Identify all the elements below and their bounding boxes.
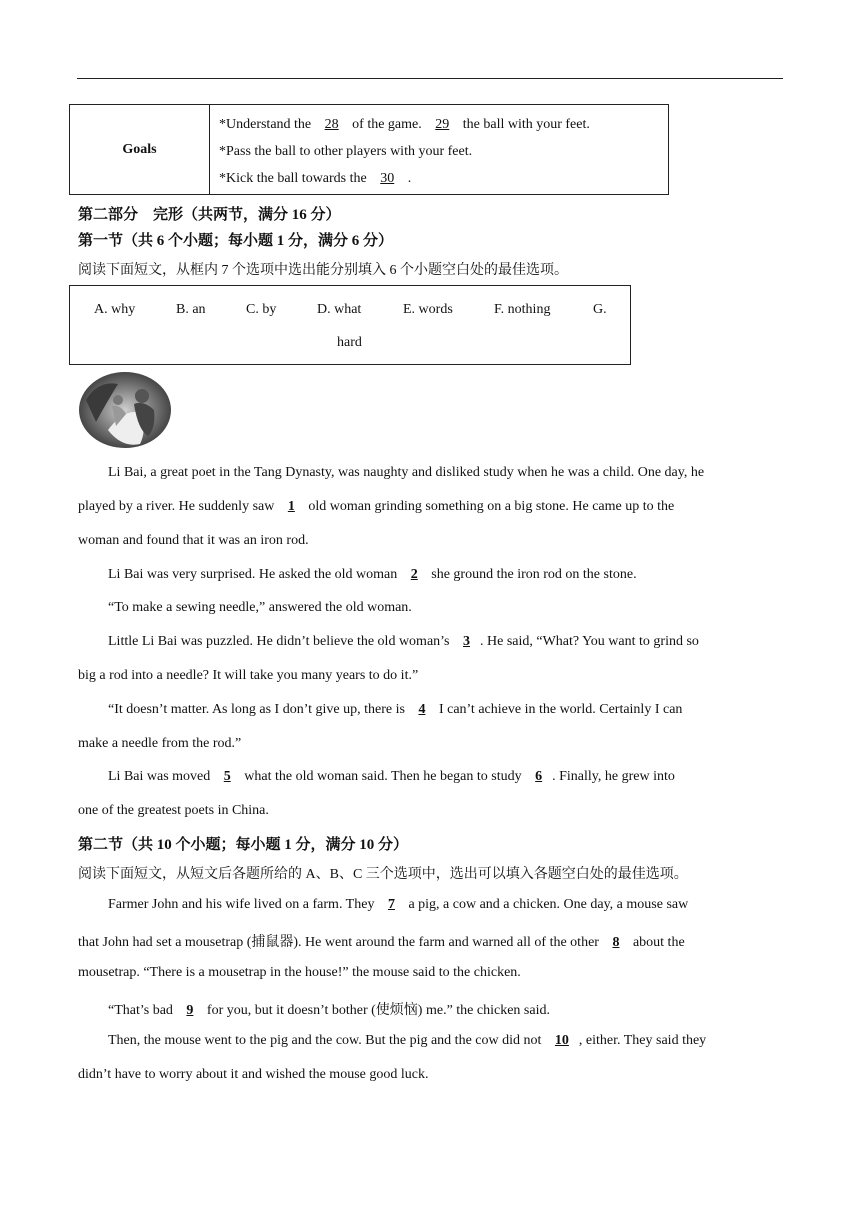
blank-30: 30 <box>380 171 395 186</box>
text: . He said, “What? You want to grind so <box>480 634 699 649</box>
text: Li Bai was moved <box>108 769 211 784</box>
goals-line-1 <box>219 117 590 133</box>
blank-6: 6 <box>535 769 543 784</box>
text: “That’s bad <box>108 1003 173 1018</box>
text: Then, the mouse went to the pig and the cow. But the pig and the cow did not <box>108 1033 542 1048</box>
li-bai-illustration <box>78 370 172 450</box>
passage2-line: mousetrap. “There is a mousetrap in the house!” the mouse said to the chicken. <box>78 965 521 980</box>
blank-4: 4 <box>418 702 426 717</box>
blank-29: 29 <box>435 117 450 132</box>
goals-line-2: *Pass the ball to other players with your feet. <box>219 144 473 159</box>
text: about the <box>632 935 685 950</box>
text: Li Bai was very surprised. He asked the old woman <box>108 567 398 582</box>
goals-text: *Kick the ball towards the <box>219 171 367 186</box>
option-c: C. by <box>246 302 277 317</box>
text: “It doesn’t matter. As long as I don’t give up, there is <box>108 702 405 717</box>
passage1-line: Li Bai, a great poet in the Tang Dynasty, was naughty and disliked study when he was a child. One day, he <box>108 465 705 480</box>
passage1-line: one of the greatest poets in China. <box>78 803 269 818</box>
text: a pig, a cow and a chicken. One day, a mouse saw <box>408 897 689 912</box>
passage1-line <box>78 499 674 515</box>
text: for you, but it doesn’t bother (使烦恼) me.” the chicken said. <box>206 1003 550 1018</box>
text: played by a river. He suddenly saw <box>78 499 275 514</box>
text: Little Li Bai was puzzled. He didn’t believe the old woman’s <box>108 634 450 649</box>
goals-text: the ball with your feet. <box>462 117 590 132</box>
option-a: A. why <box>94 302 136 317</box>
section2-heading: 第二节（共 10 个小题；每小题 1 分，满分 10 分） <box>78 837 409 853</box>
option-d: D. what <box>317 302 362 317</box>
options-box <box>69 285 631 365</box>
blank-7: 7 <box>387 897 395 912</box>
passage1-line <box>108 567 637 583</box>
text: what the old woman said. Then he began to study <box>244 769 522 784</box>
goals-text: *Understand the <box>219 117 312 132</box>
blank-9: 9 <box>186 1003 194 1018</box>
passage2-line: didn’t have to worry about it and wished the mouse good luck. <box>78 1067 429 1082</box>
goals-table <box>69 104 669 195</box>
text: that John had set a mousetrap (捕鼠器). He went around the farm and warned all of the other <box>78 935 599 950</box>
passage1-line <box>108 702 682 718</box>
blank-8: 8 <box>612 935 620 950</box>
header-rule <box>77 78 783 79</box>
part2-heading: 第二部分 完形（共两节，满分 16 分） <box>78 207 341 223</box>
passage2-line <box>78 931 685 951</box>
passage1-line: “To make a sewing needle,” answered the old woman. <box>108 600 412 615</box>
option-g-continued: hard <box>337 335 362 350</box>
passage2-line <box>108 999 550 1019</box>
text: Farmer John and his wife lived on a farm. They <box>108 897 375 912</box>
goals-text: . <box>407 171 412 186</box>
option-b: B. an <box>176 302 206 317</box>
blank-5: 5 <box>223 769 231 784</box>
text: old woman grinding something on a big stone. He came up to the <box>308 499 675 514</box>
goals-text: of the game. <box>352 117 422 132</box>
option-g: G. <box>593 302 607 317</box>
passage1-line: big a rod into a needle? It will take you many years to do it.” <box>78 668 419 683</box>
text: . Finally, he grew into <box>552 769 675 784</box>
text: she ground the iron rod on the stone. <box>431 567 637 582</box>
section1-heading: 第一节（共 6 个小题；每小题 1 分，满分 6 分） <box>78 233 394 249</box>
blank-28: 28 <box>324 117 339 132</box>
blank-2: 2 <box>410 567 418 582</box>
option-f: F. nothing <box>494 302 551 317</box>
passage1-line <box>108 634 699 650</box>
section2-instructions: 阅读下面短文，从短文后各题所给的 A、B、C 三个选项中，选出可以填入各题空白处的最佳选项。 <box>78 867 688 882</box>
passage1-line: make a needle from the rod.” <box>78 736 242 751</box>
passage1-line: woman and found that it was an iron rod. <box>78 533 309 548</box>
blank-3: 3 <box>463 634 470 649</box>
text: , either. They said they <box>578 1033 707 1048</box>
passage2-line <box>108 897 688 913</box>
passage1-line <box>108 769 675 785</box>
goals-line-3 <box>219 171 411 187</box>
option-e: E. words <box>403 302 453 317</box>
text: I can’t achieve in the world. Certainly I can <box>438 702 683 717</box>
blank-1: 1 <box>287 499 295 514</box>
blank-10: 10 <box>554 1033 569 1048</box>
goals-label: Goals <box>70 105 210 194</box>
section1-instructions: 阅读下面短文，从框内 7 个选项中选出能分别填入 6 个小题空白处的最佳选项。 <box>78 263 568 278</box>
passage2-line <box>108 1033 706 1049</box>
